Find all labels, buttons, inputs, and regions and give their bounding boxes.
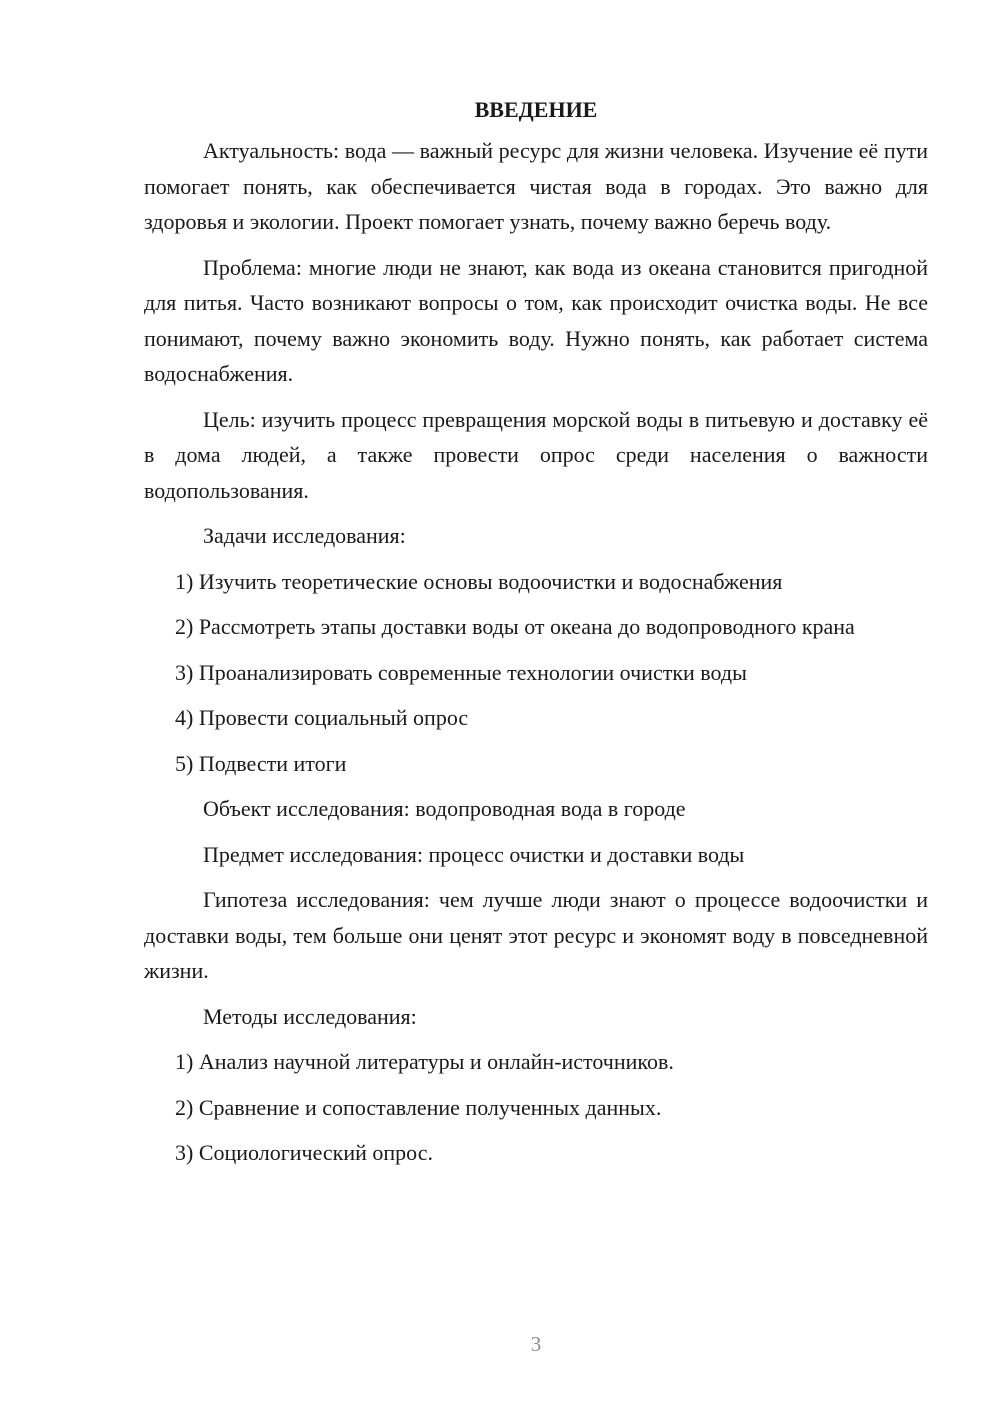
goal-paragraph: Цель: изучить процесс превращения морской воды в питьевую и доставку её в дома людей, а также провести опрос среди населения о важности водопользования. [144,406,928,503]
page-number: 3 [530,1332,542,1356]
page-content [144,92,928,1181]
task-item: 1) Изучить теоретические основы водоочистки и водоснабжения [175,568,783,594]
method-item: 1) Анализ научной литературы и онлайн-источников. [175,1049,674,1074]
object-paragraph: Объект исследования: водопроводная вода в городе [203,796,686,821]
methods-heading: Методы исследования: [203,1003,417,1029]
page-title: ВВЕДЕНИЕ [474,97,598,122]
relevance-paragraph: Актуальность: вода — важный ресурс для жизни человека. Изучение её пути помогает понять, как обеспечивается чистая вода в городах. Это важно для здоровья и экологии. Проект помогает узнать, почему важно беречь воду. [144,138,928,234]
task-item: 5) Подвести итоги [175,750,347,776]
task-item: 2) Рассмотреть этапы доставки воды от океана до водопроводного крана [175,614,855,639]
subject-paragraph: Предмет исследования: процесс очистки и доставки воды [203,841,745,867]
problem-paragraph: Проблема: многие люди не знают, как вода из океана становится пригодной для питья. Часто возникают вопросы о том, как происходит очистка воды. Не все понимают, почему важно экономить воду. Нужно понять, как работает система водоснабжения. [144,254,928,386]
hypothesis-paragraph: Гипотеза исследования: чем лучше люди знают о процессе водоочистки и доставки воды, тем больше они ценят этот ресурс и экономят воду в повседневной жизни. [144,887,928,983]
tasks-heading: Задачи исследования: [203,523,406,548]
task-item: 3) Проанализировать современные технологии очистки воды [175,659,747,685]
method-item: 3) Социологический опрос. [175,1140,433,1165]
method-item: 2) Сравнение и сопоставление полученных данных. [175,1094,662,1120]
task-item: 4) Провести социальный опрос [175,705,469,730]
